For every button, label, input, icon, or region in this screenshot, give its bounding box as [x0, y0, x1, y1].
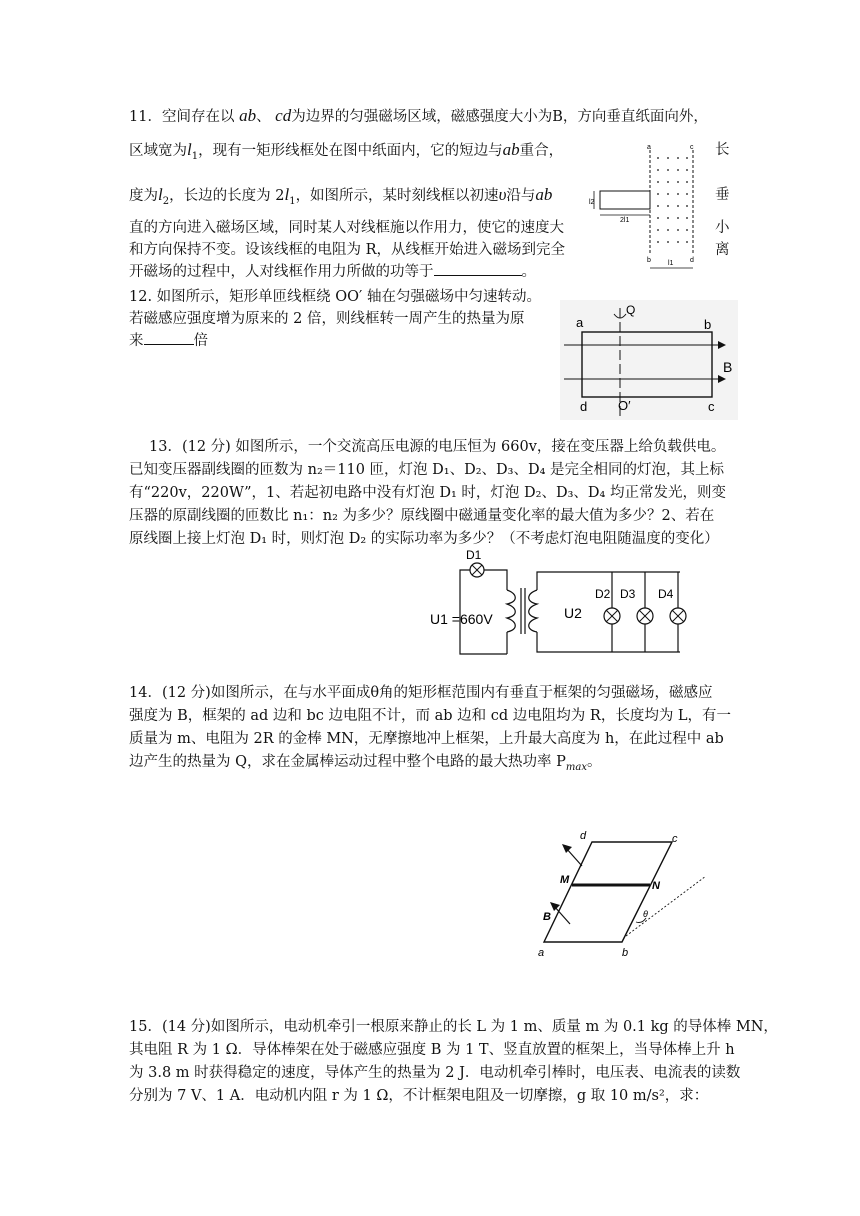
q11-magnetic-field-figure: [588, 142, 708, 277]
label-l1: l1: [668, 260, 674, 267]
q14-line-4: 边产生的热量为 Q，求在金属棒运动过程中整个电路的最大热功率 $P_{max}$。: [129, 754, 602, 773]
answer-blank: [434, 275, 522, 276]
label-b: b: [704, 317, 712, 332]
label-Q: Q: [626, 303, 636, 317]
label-2l1: 2l1: [620, 217, 630, 224]
q12-rotating-loop-figure: [560, 300, 738, 420]
q15-line-4: 分别为 7 V、1 A．电动机内阻 r 为 1 Ω，不计框架电阻及一切摩擦，g 取 10 m/s²，求：: [129, 1088, 709, 1104]
label-B: B: [543, 911, 551, 923]
q13-line-2: 已知变压器副线圈的匝数为 n₂＝110 匝，灯泡 D₁、D₂、D₃、D₄ 是完全相同的灯泡，其上标: [129, 462, 725, 478]
label-d: d: [580, 830, 587, 842]
q13-line-3: 有“220v，220W”，1、若起初电路中没有灯泡 D₁ 时，灯泡 D₂、D₃、D₄ 均正常发光，则变: [129, 485, 726, 501]
q11-line-4: 直的方向进入磁场区域，同时某人对线框施以作用力，使它的速度大: [129, 220, 564, 236]
label-B: B: [723, 359, 733, 375]
label-theta: θ: [643, 909, 648, 919]
q11-line-1: 11．空间存在以 ab、 cd为边界的匀强磁场区域，磁感强度大小为B，方向垂直纸面向外，: [129, 106, 708, 125]
q15-line-3: 为 3.8 m 时获得稳定的速度，导体产生的热量为 2 J．电动机牵引棒时，电压表、电流表的读数: [129, 1065, 741, 1081]
q12-line-1: 12. 如图所示，矩形单匝线框绕 OO′ 轴在匀强磁场中匀速转动。: [129, 289, 541, 305]
label-D1: D1: [466, 548, 482, 562]
label-c: c: [690, 144, 694, 151]
q11-line-2: 区域宽为$l_1$，现有一矩形线框处在图中纸面内，它的短边与ab重合，: [129, 140, 564, 162]
label-D3: D3: [620, 587, 636, 601]
q11-line-5: 和方向保持不变。设该线框的电阻为 R，从线框开始进入磁场到完全: [129, 242, 566, 258]
label-c: c: [672, 833, 678, 845]
q12-line-3: 来 倍: [129, 333, 208, 349]
field-dots: [657, 157, 688, 243]
q11-line-3: 度为$l_2$，长边的长度为 $2l_1$，如图所示，某时刻线框以初速υ沿与ab: [129, 185, 553, 207]
secondary-coil: [529, 590, 537, 632]
q11-right-char-3: 小: [715, 220, 730, 236]
q11-right-char-2: 垂: [715, 187, 730, 203]
q13-line-5: 原线圈上接上灯泡 D₁ 时，则灯泡 D₂ 的实际功率为多少？（不考虑灯泡电阻随温度的变化）: [129, 531, 719, 547]
q13-line-1: 13．(12 分) 如图所示，一个交流高压电源的电压恒为 660v，接在变压器上给负载供电。: [149, 439, 726, 455]
label-a: a: [647, 144, 651, 151]
q11-line-6: 开磁场的过程中，人对线框作用力所做的功等于 。: [129, 264, 536, 280]
label-b: b: [647, 257, 651, 264]
label-a: a: [538, 947, 545, 959]
q13-line-4: 压器的原副线圈的匝数比 n₁：n₂ 为多少？原线圈中磁通量变化率的最大值为多少？2、若在: [129, 508, 715, 524]
label-d: d: [580, 399, 588, 414]
label-D4: D4: [658, 587, 674, 601]
q14-line-3: 质量为 m、电阻为 2R 的金棒 MN，无摩擦地冲上框架，上升最大高度为 h，在此过程中 ab: [129, 731, 724, 747]
primary-wire-top: [484, 570, 507, 590]
label-N: N: [652, 880, 660, 892]
q13-transformer-circuit: [430, 548, 682, 660]
q14-inclined-frame-figure: [530, 828, 710, 963]
q12-line-2: 若磁感应强度增为原来的 2 倍，则线框转一周产生的热量为原: [129, 311, 525, 327]
secondary-wire-bottom: [537, 632, 680, 652]
label-b: b: [622, 947, 629, 959]
label-c: c: [708, 399, 715, 414]
label-U1: U1 =660V: [430, 611, 493, 627]
label-M: M: [560, 874, 570, 886]
q14-line-2: 强度为 B，框架的 ad 边和 bc 边电阻不计，而 ab 边和 cd 边电阻均为 R，长度均为 L，有一: [129, 708, 732, 724]
q15-line-2: 其电阻 R 为 1 Ω．导体棒架在处于磁感应强度 B 为 1 T、竖直放置的框架上，当导体棒上升 h: [129, 1042, 735, 1058]
label-l2: l2: [589, 199, 595, 206]
label-D2: D2: [595, 587, 611, 601]
answer-blank: [144, 344, 194, 345]
q15-line-1: 15．(14 分)如图所示，电动机牵引一根原来静止的长 L 为 1 m、质量 m 为 0.1 kg 的导体棒 MN，: [129, 1019, 778, 1035]
q11-right-char-4: 离: [715, 242, 730, 258]
field-arrow-upper: [566, 848, 582, 866]
frame-abcd: [544, 842, 672, 942]
label-d: d: [690, 257, 694, 264]
q14-line-1: 14．(12 分)如图所示，在与水平面成θ角的矩形框范围内有垂直于框架的匀强磁场，磁感应: [129, 685, 713, 701]
primary-coil: [507, 590, 515, 632]
label-a: a: [576, 315, 584, 330]
label-O-prime: O′: [618, 398, 631, 413]
label-U2: U2: [564, 605, 582, 621]
q11-right-char-1: 长: [715, 142, 730, 158]
rectangular-loop: [600, 191, 650, 209]
